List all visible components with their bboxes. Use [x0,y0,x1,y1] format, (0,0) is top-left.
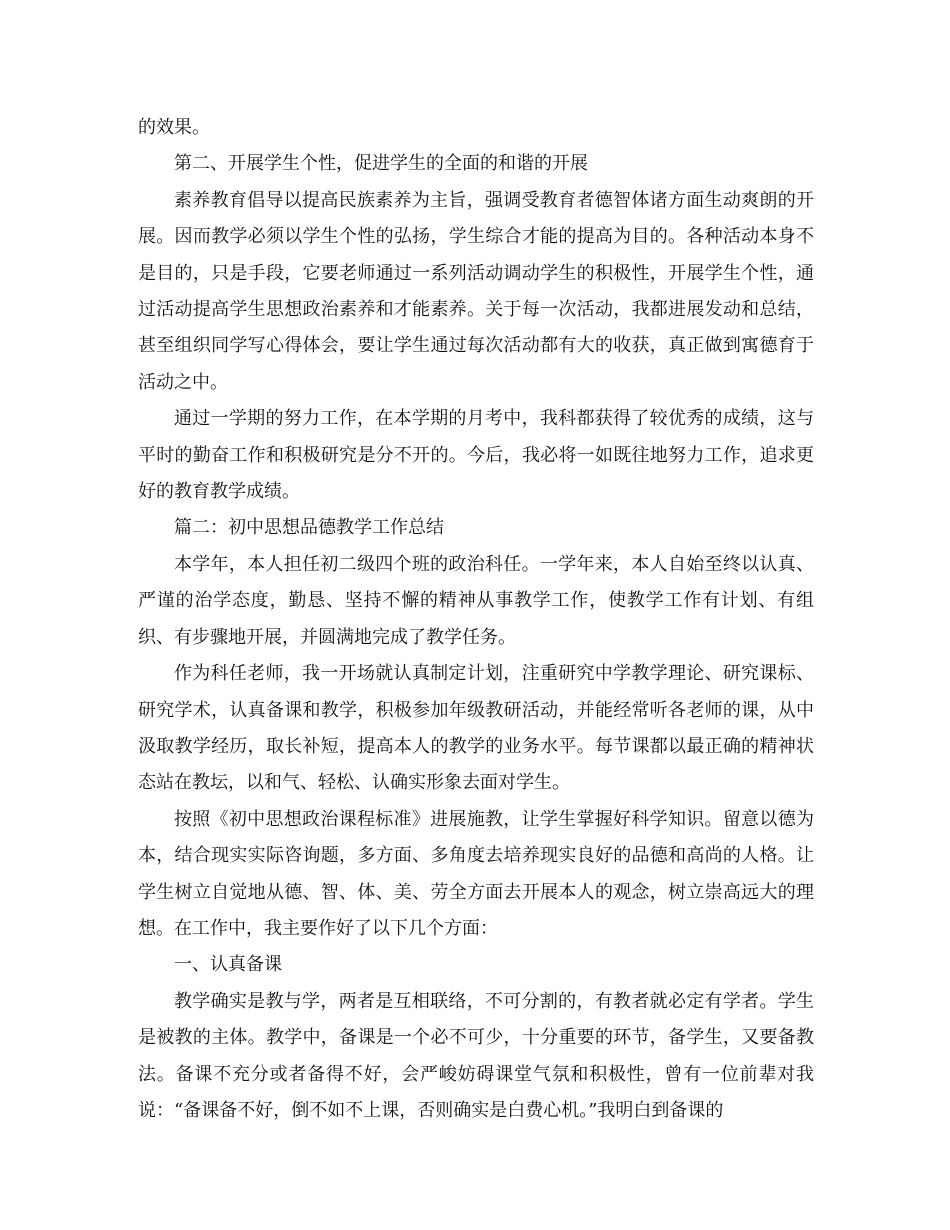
paragraph-5: 篇二：初中思想品德教学工作总结 [174,517,444,539]
paragraph-10: 教学确实是教与学，两者是互相联络，不可分割的，有教者就必定有学者。学生是被教的主体。教学中，备课是一个必不可少，十分重要的环节，备学生，又要备教法。备课不充分或者备得不好，会严峻妨碍课堂气氛和积极性，曾有一位前辈对我说：“备课备不好，倒不如不上课，否则确实是白费心机。”我明白到备课的 [138,990,814,1121]
paragraph-7: 作为科任老师，我一开场就认真制定计划，注重研究中学教学理论、研究课标、研究学术，认真备课和教学，积极参加年级教研活动，并能经常听各老师的课，从中汲取教学经历，取长补短，提高本人的教学的业务水平。每节课都以最正确的精神状态站在教坛，以和气、轻松、认确实形象去面对学生。 [138,663,814,794]
document-page [138,110,814,1129]
paragraph-2: 第二、开展学生个性，促进学生的全面的和谐的开展 [174,153,588,175]
paragraph-4: 通过一学期的努力工作，在本学期的月考中，我科都获得了较优秀的成绩，这与平时的勤奋工作和积极研究是分不开的。今后，我必将一如既往地努力工作，追求更好的教育教学成绩。 [138,408,814,503]
paragraph-1: 的效果。 [138,117,210,138]
paragraph-6: 本学年，本人担任初二级四个班的政治科任。一学年来，本人自始至终以认真、严谨的治学态度，勤恳、坚持不懈的精神从事教学工作，使教学工作有计划、有组织、有步骤地开展，并圆满地完成了教学任务。 [138,553,814,648]
paragraph-8: 按照《初中思想政治课程标准》进展施教，让学生掌握好科学知识。留意以德为本，结合现实实际咨询题，多方面、多角度去培养现实良好的品德和高尚的人格。让学生树立自觉地从德、智、体、美、劳全方面去开展本人的观念，树立崇高远大的理想。在工作中，我主要作好了以下几个方面： [138,808,814,939]
paragraph-9: 一、认真备课 [174,954,282,976]
paragraph-3: 素养教育倡导以提高民族素养为主旨，强调受教育者德智体诸方面生动爽朗的开展。因而教学必须以学生个性的弘扬，学生综合才能的提高为目的。各种活动本身不是目的，只是手段，它要老师通过一系列活动调动学生的积极性，开展学生个性，通过活动提高学生思想政治素养和才能素养。关于每一次活动，我都进展发动和总结，甚至组织同学写心得体会，要让学生通过每次活动都有大的收获，真正做到寓德育于活动之中。 [138,189,814,393]
